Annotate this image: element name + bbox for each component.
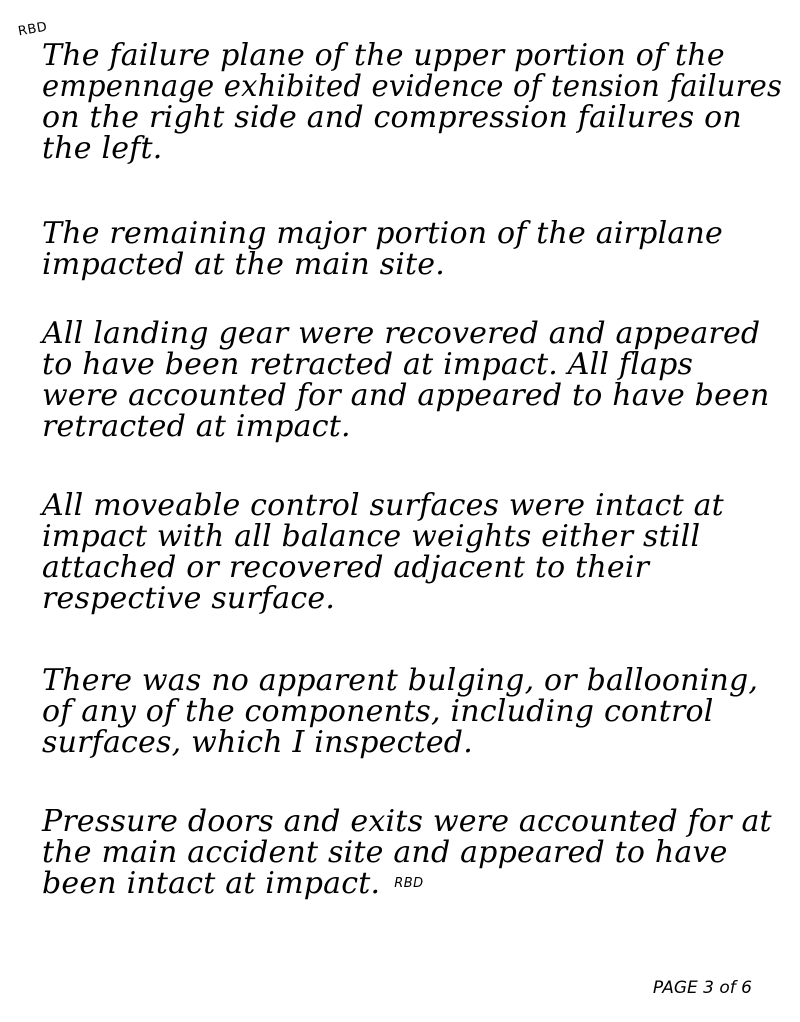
text-line: surfaces, which I inspected. xyxy=(42,725,473,760)
paragraph-bulging xyxy=(42,665,782,758)
text-line: attached or recovered adjacent to their xyxy=(42,550,650,585)
text-line: impact with all balance weights either still xyxy=(42,519,701,554)
text-line: All moveable control surfaces were intact at xyxy=(42,488,724,523)
paragraph-failure-plane xyxy=(42,40,782,164)
paragraph-landing-gear xyxy=(42,318,782,442)
paragraph-pressure-doors xyxy=(42,806,782,899)
text-line: respective surface. xyxy=(42,581,336,616)
text-line: the main accident site and appeared to have xyxy=(42,835,728,870)
text-line: on the right side and compression failures on xyxy=(42,100,742,135)
page-number: PAGE 3 of 6 xyxy=(652,978,752,998)
text-line-content: been intact at impact. xyxy=(42,866,381,901)
paragraph-main-site xyxy=(42,218,782,280)
text-line: The remaining major portion of the airplane xyxy=(42,216,723,251)
initials-top: RBD xyxy=(16,19,49,40)
text-line: Pressure doors and exits were accounted for at xyxy=(42,804,772,839)
text-line: to have been retracted at impact. All flaps xyxy=(42,347,694,382)
text-line: The failure plane of the upper portion of the xyxy=(42,38,725,73)
text-line xyxy=(42,868,782,899)
text-line: retracted at impact. xyxy=(42,409,351,444)
text-line: All landing gear were recovered and appeared xyxy=(42,316,761,351)
text-line: the left. xyxy=(42,131,163,166)
paragraph-control-surfaces xyxy=(42,490,782,614)
text-line: of any of the components, including control xyxy=(42,694,714,729)
text-line: There was no apparent bulging, or ballooning, xyxy=(42,663,759,698)
text-line: were accounted for and appeared to have been xyxy=(42,378,770,413)
initials-bottom: RBD xyxy=(394,876,424,891)
text-line: impacted at the main site. xyxy=(42,247,445,282)
text-line: empennage exhibited evidence of tension failures xyxy=(42,69,783,104)
